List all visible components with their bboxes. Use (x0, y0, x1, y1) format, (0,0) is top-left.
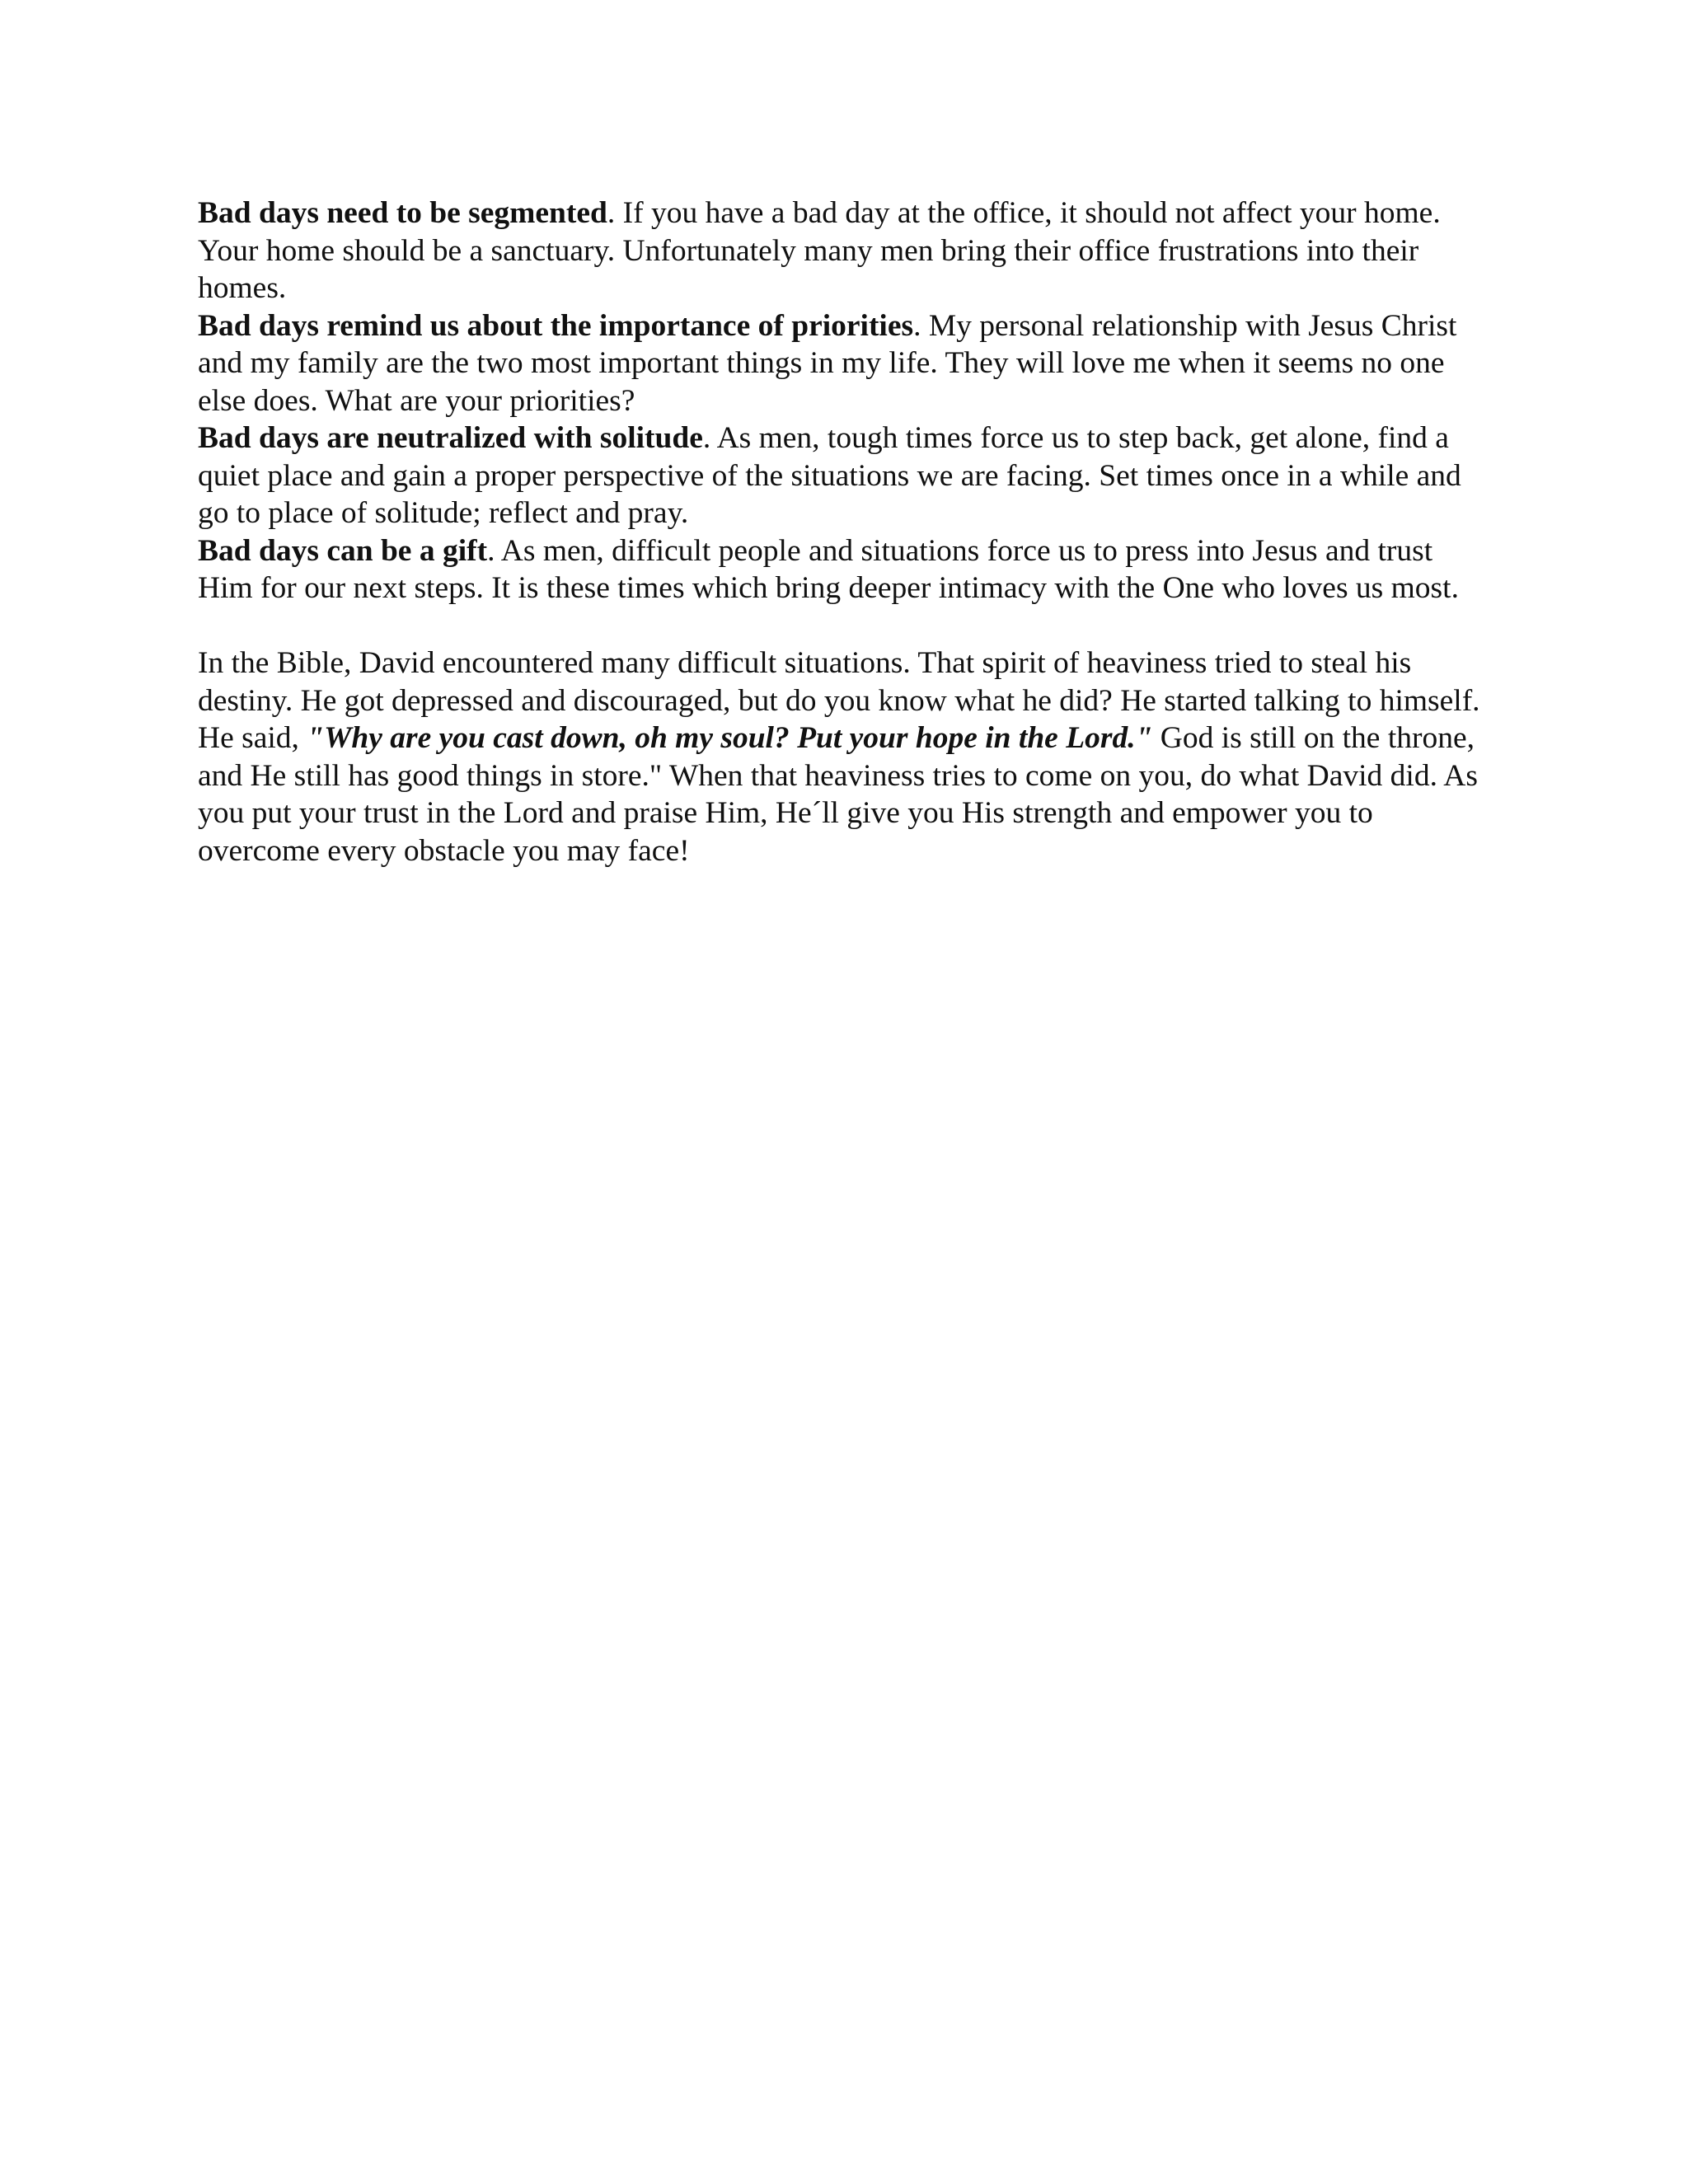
paragraph-text: . As men, tough times force us to step back, get alone, find a quiet place and gain a proper perspective of the situations we are facing. Set times once in a while and go to place of solitude; reflect and pray. (198, 421, 1461, 530)
paragraph-segmented (198, 194, 1484, 307)
closing-text-before-quote: In the Bible, David encountered many difficult situations. That spirit of heaviness tried to steal his destiny. He got depressed and discouraged, but do you know what he did? He started talking to himself. He said, (198, 646, 1480, 755)
paragraph-closing (198, 644, 1484, 869)
paragraph-heading: Bad days need to be segmented (198, 196, 607, 230)
paragraph-priorities (198, 307, 1484, 420)
paragraph-text: . As men, difficult people and situations force us to press into Jesus and trust Him for our next steps. It is these times which bring deeper intimacy with the One who loves us most. (198, 533, 1459, 605)
paragraph-spacer (198, 607, 1484, 645)
paragraph-heading: Bad days are neutralized with solitude (198, 421, 703, 455)
scripture-quote: "Why are you cast down, oh my soul? Put your hope in the Lord." (307, 721, 1153, 755)
paragraph-text: . If you have a bad day at the office, it should not affect your home. Your home should be a sanctuary. Unfortunately many men bring their office frustrations into their homes. (198, 196, 1441, 305)
paragraph-heading: Bad days can be a gift (198, 533, 488, 568)
paragraph-solitude (198, 419, 1484, 532)
document-body (198, 194, 1484, 869)
paragraph-heading: Bad days remind us about the importance of priorities (198, 308, 914, 343)
paragraph-text: . My personal relationship with Jesus Christ and my family are the two most important things in my life. They will love me when it seems no one else does. What are your priorities? (198, 308, 1457, 418)
paragraph-gift (198, 532, 1484, 607)
closing-text-after-quote: God is still on the throne, and He still has good things in store." When that heaviness tries to come on you, do what David did. As you put your trust in the Lord and praise Him, He´ll give you His strength and empower you to overcome every obstacle you may face! (198, 721, 1478, 868)
